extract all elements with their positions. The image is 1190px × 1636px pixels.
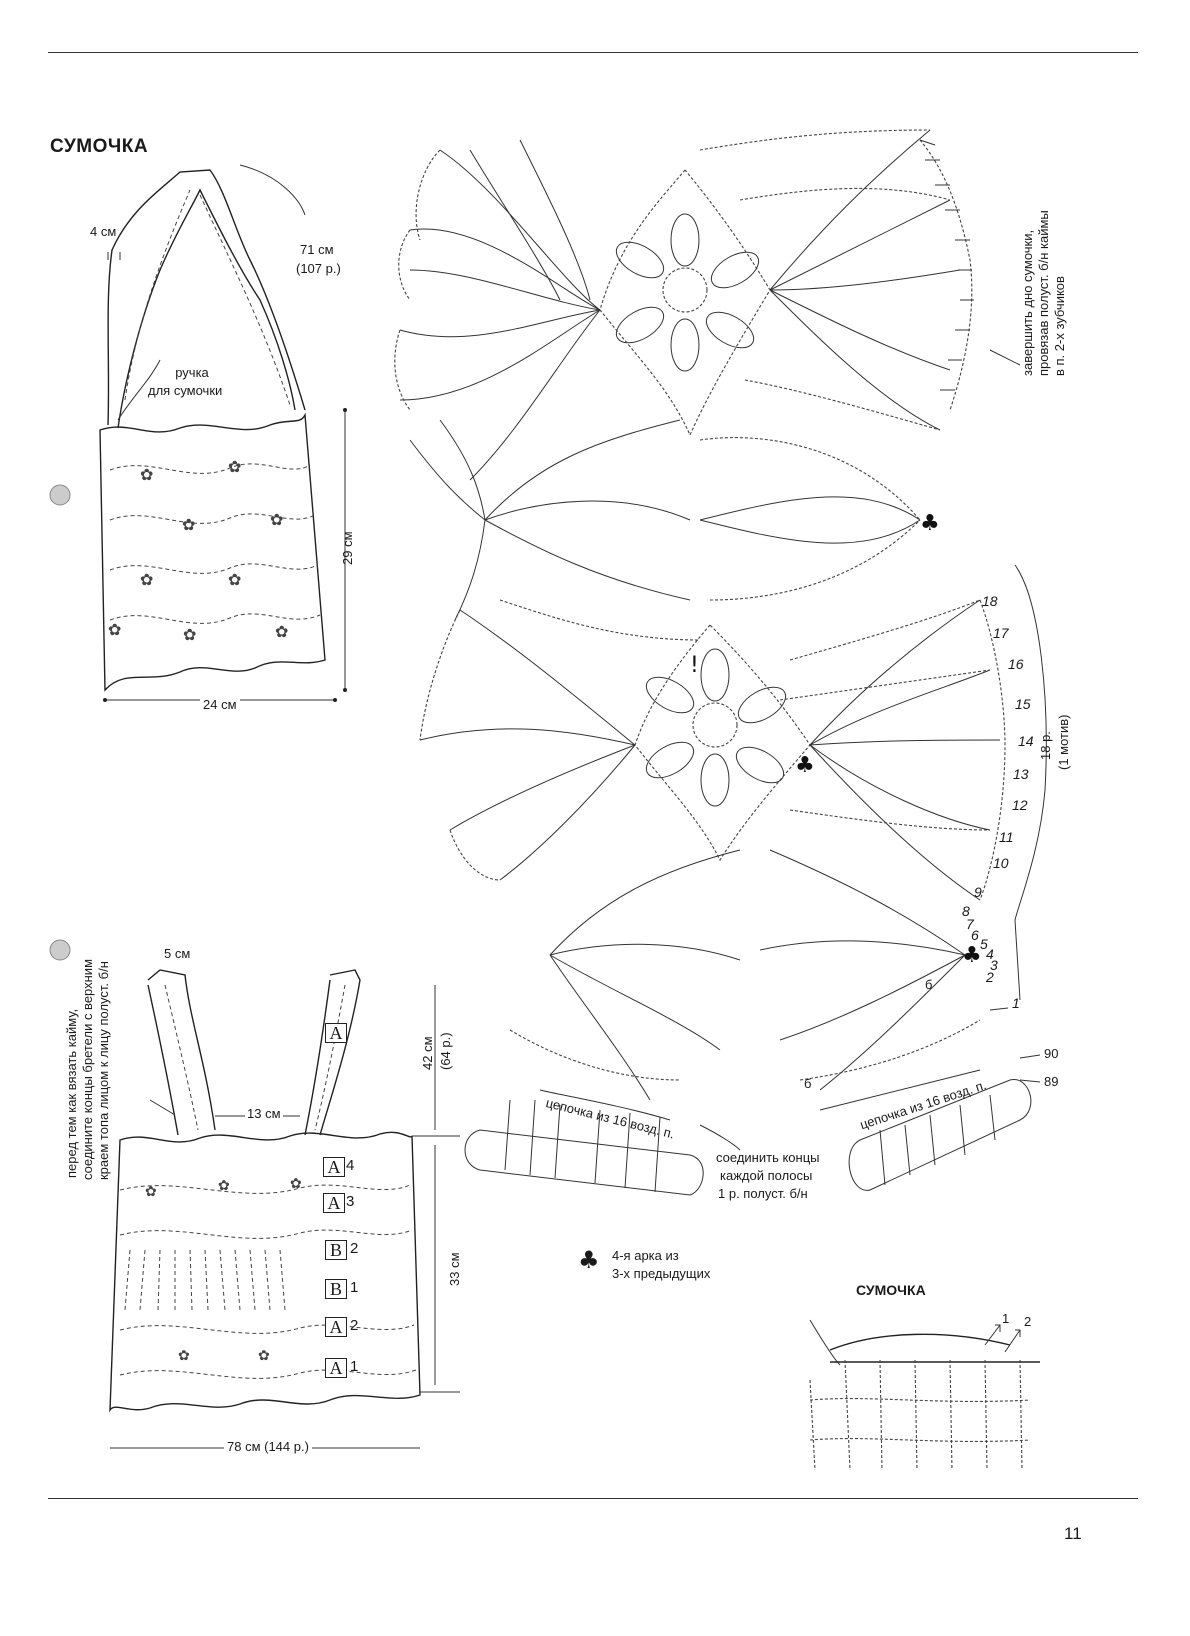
join-note-line-2: каждой полосы [720,1168,813,1183]
top-note-line-1: перед тем как вязать кайму, [64,1008,79,1178]
row-number: 15 [1015,696,1031,712]
row-number: 13 [1013,766,1029,782]
bag-width-label: 24 см [200,697,240,713]
strap-width-label: 5 см [164,946,191,961]
handle-width-label: 4 см [90,224,117,239]
row-letter-box: A [325,1317,347,1337]
row-number: 5 [980,936,988,952]
flower-icon: ✿ [218,1178,230,1194]
flower-icon: ✿ [178,1348,190,1364]
letter-b-label: б [925,977,933,992]
flower-icon: ✿ [258,1348,270,1364]
row-number: 8 [962,903,970,919]
join-note-line-3: 1 р. полуст. б/н [718,1186,808,1201]
row-number: 18 [982,593,998,609]
row-letter-box: B [325,1279,347,1299]
flower-icon: ✿ [140,465,154,484]
row-index: 1 [350,1279,359,1296]
club-icon: ♣ [795,753,815,778]
detail-arrow-2: 2 [1024,1314,1032,1329]
row-letter-box: A [323,1157,345,1177]
flower-icon: ✿ [140,570,154,589]
row-number: 10 [993,855,1009,871]
row-number: 6 [971,927,979,943]
bag-detail-title: СУМОЧКА [856,1282,926,1298]
row-letter-box: A [325,1358,347,1378]
flower-motif-1 [600,170,770,435]
flower-icon: ✿ [228,570,242,589]
handle-label-line-2: для сумочки [148,383,223,398]
row-index: 4 [346,1157,355,1174]
join-note-line-1: соединить концы [716,1150,820,1165]
row-letter-box: B [325,1240,347,1260]
row-number: 17 [993,625,1009,641]
row-90-label: 90 [1044,1046,1059,1061]
row-letter-box: A [323,1193,345,1213]
row-index: 1 [350,1358,359,1375]
page-number: 11 [1064,1524,1082,1543]
flower-icon: ✿ [290,1176,302,1192]
strap-gap-label: 13 см [247,1106,281,1121]
detail-arrow-1: 1 [1002,1311,1010,1326]
flower-icon: ✿ [275,622,289,641]
row-89-label: 89 [1044,1074,1059,1089]
row-number: 1 [1012,995,1020,1011]
fan-bottom [510,850,980,1120]
row-number: 14 [1018,733,1034,749]
letter-b-label-2: б [804,1076,812,1091]
flower-icon: ✿ [228,457,242,476]
flower-icon: ✿ [182,515,196,534]
motif-rows-label: 18 р. [1038,731,1053,760]
fan-top-left [395,140,600,480]
chart-note-line-2: провязав полуст. б/н каймы [1036,210,1051,376]
handle-label-line-1: ручка [175,365,209,380]
club-icon: ♣ [962,943,982,968]
strap-rows-label: (64 р.) [438,1032,453,1070]
row-number: 4 [986,946,994,962]
top-width-label: 78 см (144 р.) [224,1439,312,1455]
bag-height-label: 29 см [340,531,355,565]
legend-line-1: 4-я арка из [612,1248,679,1263]
club-icon: ♣ [920,511,940,536]
right-chain-label: цепочка из 16 возд. п. [858,1077,989,1133]
middle-wave [410,420,920,640]
strap-letter-box: A [325,1023,347,1043]
row-number: 11 [999,829,1014,845]
legend-club-icon: ♣ [578,1246,600,1274]
row-index: 2 [350,1240,359,1257]
exclamation-icon: ! [690,653,699,678]
chart-note-line-3: в п. 2-х зубчиков [1052,276,1067,376]
flower-icon: ✿ [145,1184,157,1200]
bag-detail-illustration [810,1320,1040,1470]
strap-height-label: 42 см [420,1036,435,1070]
flower-motif-2 [635,625,810,860]
flower-icon: ✿ [183,625,197,644]
top-note-line-3: краем топа лицом к лицу полуст. б/н [96,961,111,1180]
row-number: 2 [986,969,994,985]
row-number: 9 [974,884,982,900]
row-number: 12 [1012,797,1028,813]
stitch-chart [395,130,1046,1195]
top-note-line-2: соедините концы бретели с верхним [80,958,95,1180]
row-index: 2 [350,1317,359,1334]
handle-length-label: 71 см [300,242,334,257]
row-number: 3 [990,957,998,973]
top-height-label: 33 см [447,1252,462,1286]
handle-rows-label: (107 р.) [296,261,341,276]
legend-line-2: 3-х предыдущих [612,1266,711,1281]
row-number: 7 [966,916,974,932]
chart-note-line-1: завершить дно сумочки, [1020,229,1035,376]
flower-icon: ✿ [108,620,122,639]
row-index: 3 [346,1193,355,1210]
bag-title: СУМОЧКА [50,136,149,157]
fan-top-right [700,130,974,430]
flower-icon: ✿ [270,510,284,529]
left-chain-label: цепочка из 16 возд. п. [544,1095,677,1142]
motif-label: (1 мотив) [1056,714,1071,770]
row-number: 16 [1008,656,1024,672]
fan-middle-left [420,610,635,880]
